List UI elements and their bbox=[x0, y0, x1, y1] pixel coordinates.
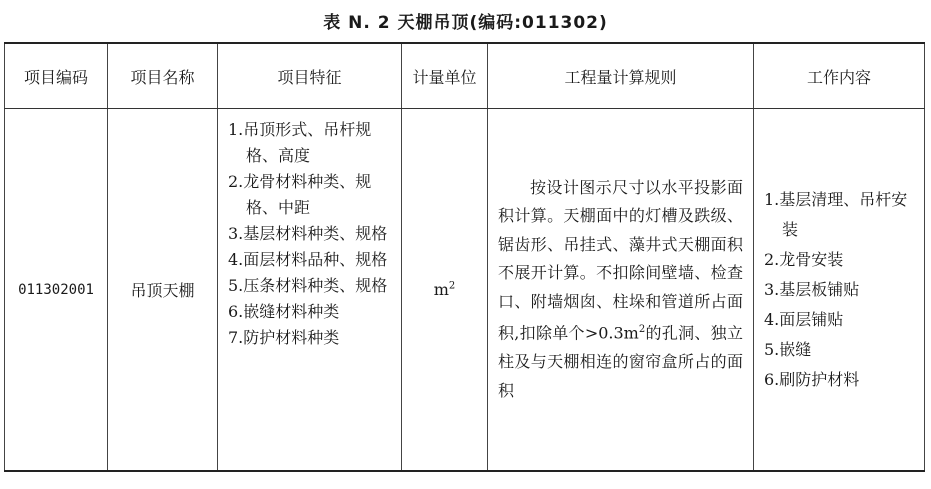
unit-cell bbox=[402, 109, 488, 472]
rules-exponent: 2 bbox=[638, 324, 646, 336]
feature-item: 5.压条材料种类、规格 bbox=[228, 276, 388, 295]
feature-item: 4.面层材料品种、规格 bbox=[228, 250, 388, 269]
header-unit: 计量单位 bbox=[402, 43, 488, 109]
work-item: 4.面层铺贴 bbox=[764, 309, 844, 329]
unit-base: m bbox=[433, 280, 449, 299]
calculation-rules bbox=[488, 109, 754, 472]
rules-text-part1: 按设计图示尺寸以水平投影面积计算。天棚面中的灯槽及跌级、锯齿形、吊挂式、藻井式天棚面积不展开计算。不扣除间壁墙、检查口、附墙烟囱、柱垛和管道所占面积,扣除单个>0.3m bbox=[498, 177, 743, 343]
header-work: 工作内容 bbox=[754, 43, 925, 109]
feature-item: 6.嵌缝材料种类 bbox=[228, 302, 340, 321]
work-list bbox=[762, 185, 916, 395]
ceiling-spec-table bbox=[4, 42, 925, 472]
item-name: 吊顶天棚 bbox=[108, 109, 218, 472]
feature-item: 1.吊顶形式、吊杆规格、高度 bbox=[228, 120, 372, 165]
item-features bbox=[218, 109, 402, 472]
header-features: 项目特征 bbox=[218, 43, 402, 109]
header-row bbox=[5, 43, 925, 109]
rules-text-part2: 的孔洞、独立柱及与天棚相连的窗帘盒所占的面积 bbox=[498, 323, 743, 400]
item-code: 011302001 bbox=[5, 109, 108, 472]
work-item: 5.嵌缝 bbox=[764, 339, 812, 359]
table-caption: 表 N. 2 天棚吊顶(编码:011302) bbox=[323, 13, 608, 33]
table-row bbox=[5, 109, 925, 472]
work-item: 2.龙骨安装 bbox=[764, 249, 844, 269]
work-item: 6.刷防护材料 bbox=[764, 369, 860, 389]
header-name: 项目名称 bbox=[108, 43, 218, 109]
feature-item: 7.防护材料种类 bbox=[228, 328, 340, 347]
work-item: 1.基层清理、吊杆安装 bbox=[764, 189, 908, 239]
features-list bbox=[226, 117, 395, 351]
feature-item: 2.龙骨材料种类、规格、中距 bbox=[228, 172, 372, 217]
feature-item: 3.基层材料种类、规格 bbox=[228, 224, 388, 243]
header-code: 项目编码 bbox=[5, 43, 108, 109]
header-rules: 工程量计算规则 bbox=[488, 43, 754, 109]
work-item: 3.基层板铺贴 bbox=[764, 279, 860, 299]
work-content bbox=[754, 109, 925, 472]
unit-exponent: 2 bbox=[448, 280, 456, 292]
